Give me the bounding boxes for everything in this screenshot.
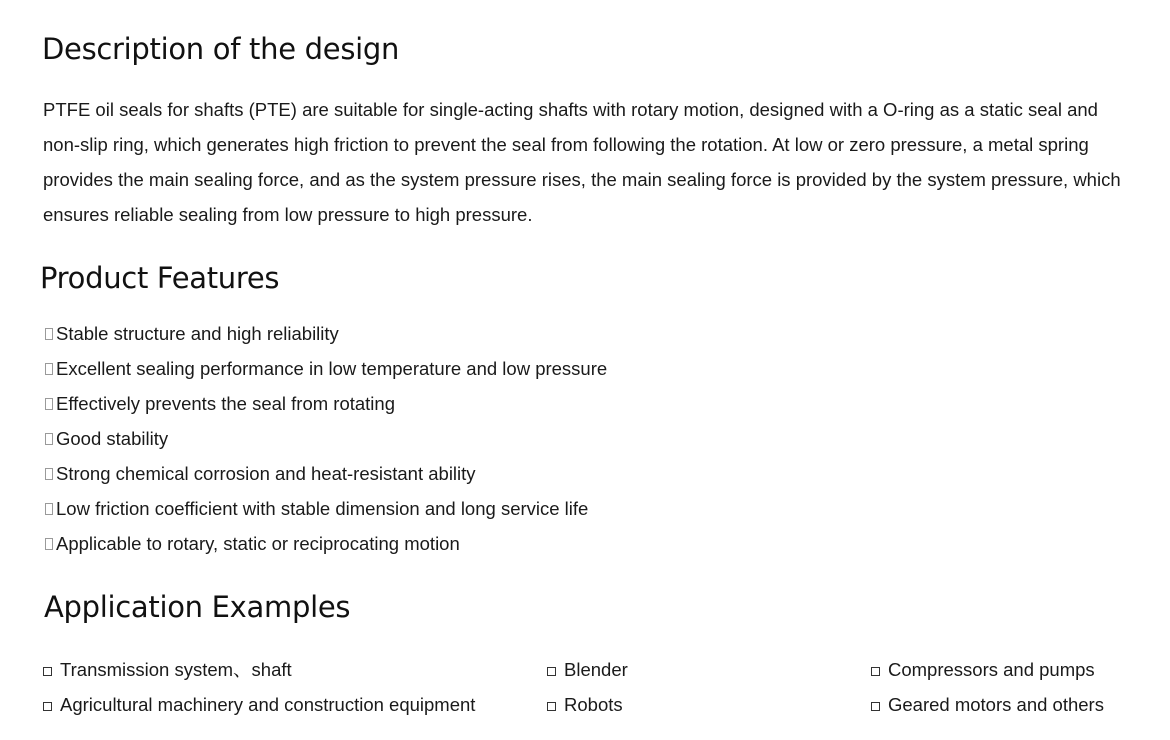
application-item [43,687,475,722]
feature-item [43,491,607,526]
application-item-label: Robots [564,694,623,715]
square-bullet-icon [547,702,556,711]
design-description-heading: Description of the design [42,32,400,66]
application-item-label: Geared motors and others [888,694,1104,715]
missing-glyph-icon [45,363,53,375]
square-bullet-icon [871,667,880,676]
square-bullet-icon [43,702,52,711]
feature-item-label: Low friction coefficient with stable dimension and long service life [56,498,589,519]
feature-item [43,456,607,491]
application-item [547,687,628,722]
application-item [547,652,628,687]
missing-glyph-icon [45,433,53,445]
feature-item-label: Good stability [56,428,169,449]
feature-item-label: Effectively prevents the seal from rotating [56,393,395,414]
application-item-label: Agricultural machinery and construction equipment [60,694,476,715]
application-item [871,652,1104,687]
missing-glyph-icon [45,538,53,550]
missing-glyph-icon [45,503,53,515]
application-examples-heading: Application Examples [44,590,351,624]
feature-item [43,421,607,456]
feature-item [43,526,607,561]
feature-item-label: Stable structure and high reliability [56,323,339,344]
feature-item [43,386,607,421]
application-column-2 [547,652,628,722]
square-bullet-icon [43,667,52,676]
application-item-label: Blender [564,659,628,680]
feature-item-label: Strong chemical corrosion and heat-resistant ability [56,463,476,484]
application-item-label: Compressors and pumps [888,659,1095,680]
application-item [871,687,1104,722]
feature-item-label: Applicable to rotary, static or reciprocating motion [56,533,460,554]
missing-glyph-icon [45,328,53,340]
missing-glyph-icon [45,398,53,410]
design-description-text: PTFE oil seals for shafts (PTE) are suitable for single-acting shafts with rotary motion, designed with a O-ring as a static seal and non-slip ring, which generates high friction to prevent the seal from following the rotation. At low or zero pressure, a metal spring provides the main sealing force, and as the system pressure rises, the main sealing force is provided by the system pressure, which ensures reliable sealing from low pressure to high pressure. [43,99,1121,225]
square-bullet-icon [871,702,880,711]
feature-item [43,351,607,386]
application-item-label: Transmission system、shaft [60,659,292,680]
square-bullet-icon [547,667,556,676]
feature-item [43,316,607,351]
application-column-1 [43,652,475,722]
product-features-list [43,316,607,561]
application-column-3 [871,652,1104,722]
feature-item-label: Excellent sealing performance in low temperature and low pressure [56,358,608,379]
product-features-heading: Product Features [40,261,280,295]
application-item [43,652,475,687]
missing-glyph-icon [45,468,53,480]
